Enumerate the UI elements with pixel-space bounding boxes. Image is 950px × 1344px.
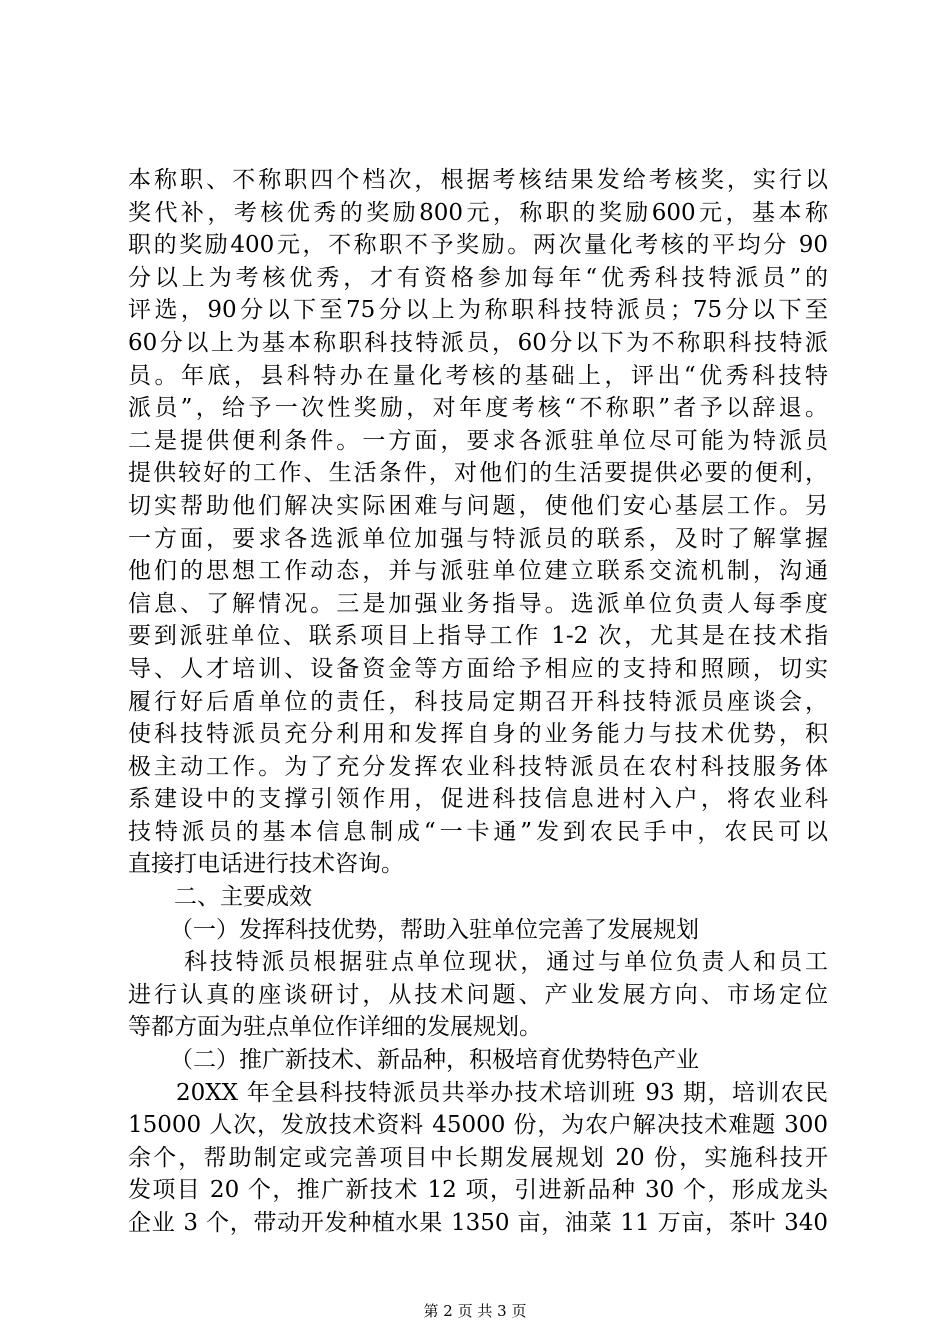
- text-line: 60分以上为基本称职科技特派员，60分以下为不称职科技特派: [128, 329, 828, 356]
- page-number-footer: 第 2 页 共 3 页: [423, 1302, 527, 1320]
- text-line: 信息、了解情况。三是加强业务指导。选派单位负责人每季度: [128, 590, 828, 617]
- text-line: 科技特派员根据驻点单位现状，通过与单位负责人和员工: [184, 949, 828, 976]
- text-line: 企业 3 个，带动开发种植水果 1350 亩，油菜 11 万亩，茶叶 340: [128, 1210, 828, 1236]
- text-line: 派员”，给予一次性奖励，对年度考核“不称职”者予以辞退。: [128, 395, 828, 422]
- text-line: 一方面，要求各选派单位加强与特派员的联系，及时了解掌握: [128, 525, 828, 552]
- text-line: 20XX 年全县科技特派员共举办技术培训班 93 期，培训农民: [176, 1079, 828, 1106]
- text-line: 他们的思想工作动态，并与派驻单位建立联系交流机制，沟通: [128, 558, 828, 585]
- text-line: 切实帮助他们解决实际困难与问题，使他们安心基层工作。另: [128, 492, 828, 519]
- text-line: 技特派员的基本信息制成“一卡通”发到农民手中，农民可以: [128, 818, 828, 845]
- section-heading: 二、主要成效: [174, 884, 312, 911]
- text-line: 等都方面为驻点单位作详细的发展规划。: [128, 1014, 542, 1041]
- body-text: [128, 164, 828, 1240]
- text-line: 进行认真的座谈研讨，从技术问题、产业发展方向、市场定位: [128, 981, 828, 1008]
- subsection-heading: （二）推广新技术、新品种，积极培育优势特色产业: [170, 1047, 699, 1074]
- text-line: 评选，90分以下至75分以上为称职科技特派员；75分以下至: [128, 297, 828, 324]
- text-line: 发项目 20 个，推广新技术 12 项，引进新品种 30 个，形成龙头: [128, 1177, 828, 1204]
- text-line: 履行好后盾单位的责任，科技局定期召开科技特派员座谈会，: [128, 688, 828, 715]
- text-line: 余个，帮助制定或完善项目中长期发展规划 20 份，实施科技开: [128, 1144, 828, 1171]
- text-line: 导、人才培训、设备资金等方面给予相应的支持和照顾，切实: [128, 655, 828, 682]
- subsection-heading: （一）发挥科技优势，帮助入驻单位完善了发展规划: [170, 916, 699, 943]
- text-line: 直接打电话进行技术咨询。: [128, 851, 404, 878]
- text-line: 分以上为考核优秀，才有资格参加每年“优秀科技特派员”的: [128, 264, 828, 291]
- text-line: 职的奖励400元，不称职不予奖励。两次量化考核的平均分 90: [128, 232, 828, 259]
- text-line: 15000 人次，发放技术资料 45000 份，为农户解决技术难题 300: [128, 1112, 828, 1139]
- text-line: 要到派驻单位、联系项目上指导工作 1-2 次，尤其是在技术指: [128, 623, 828, 650]
- text-line: 员。年底，县科特办在量化考核的基础上，评出“优秀科技特: [128, 362, 828, 389]
- text-line: 提供较好的工作、生活条件，对他们的生活要提供必要的便利，: [128, 460, 828, 487]
- text-line: 极主动工作。为了充分发挥农业科技特派员在农村科技服务体: [128, 753, 828, 780]
- text-line: 二是提供便利条件。一方面，要求各派驻单位尽可能为特派员: [128, 427, 828, 454]
- text-line: 系建设中的支撑引领作用，促进科技信息进村入户，将农业科: [128, 786, 828, 813]
- text-line: 本称职、不称职四个档次，根据考核结果发给考核奖，实行以: [128, 167, 828, 193]
- text-line: 使科技特派员充分利用和发挥自身的业务能力与技术优势，积: [128, 721, 828, 748]
- text-line: 奖代补，考核优秀的奖励800元，称职的奖励600元，基本称: [128, 199, 828, 226]
